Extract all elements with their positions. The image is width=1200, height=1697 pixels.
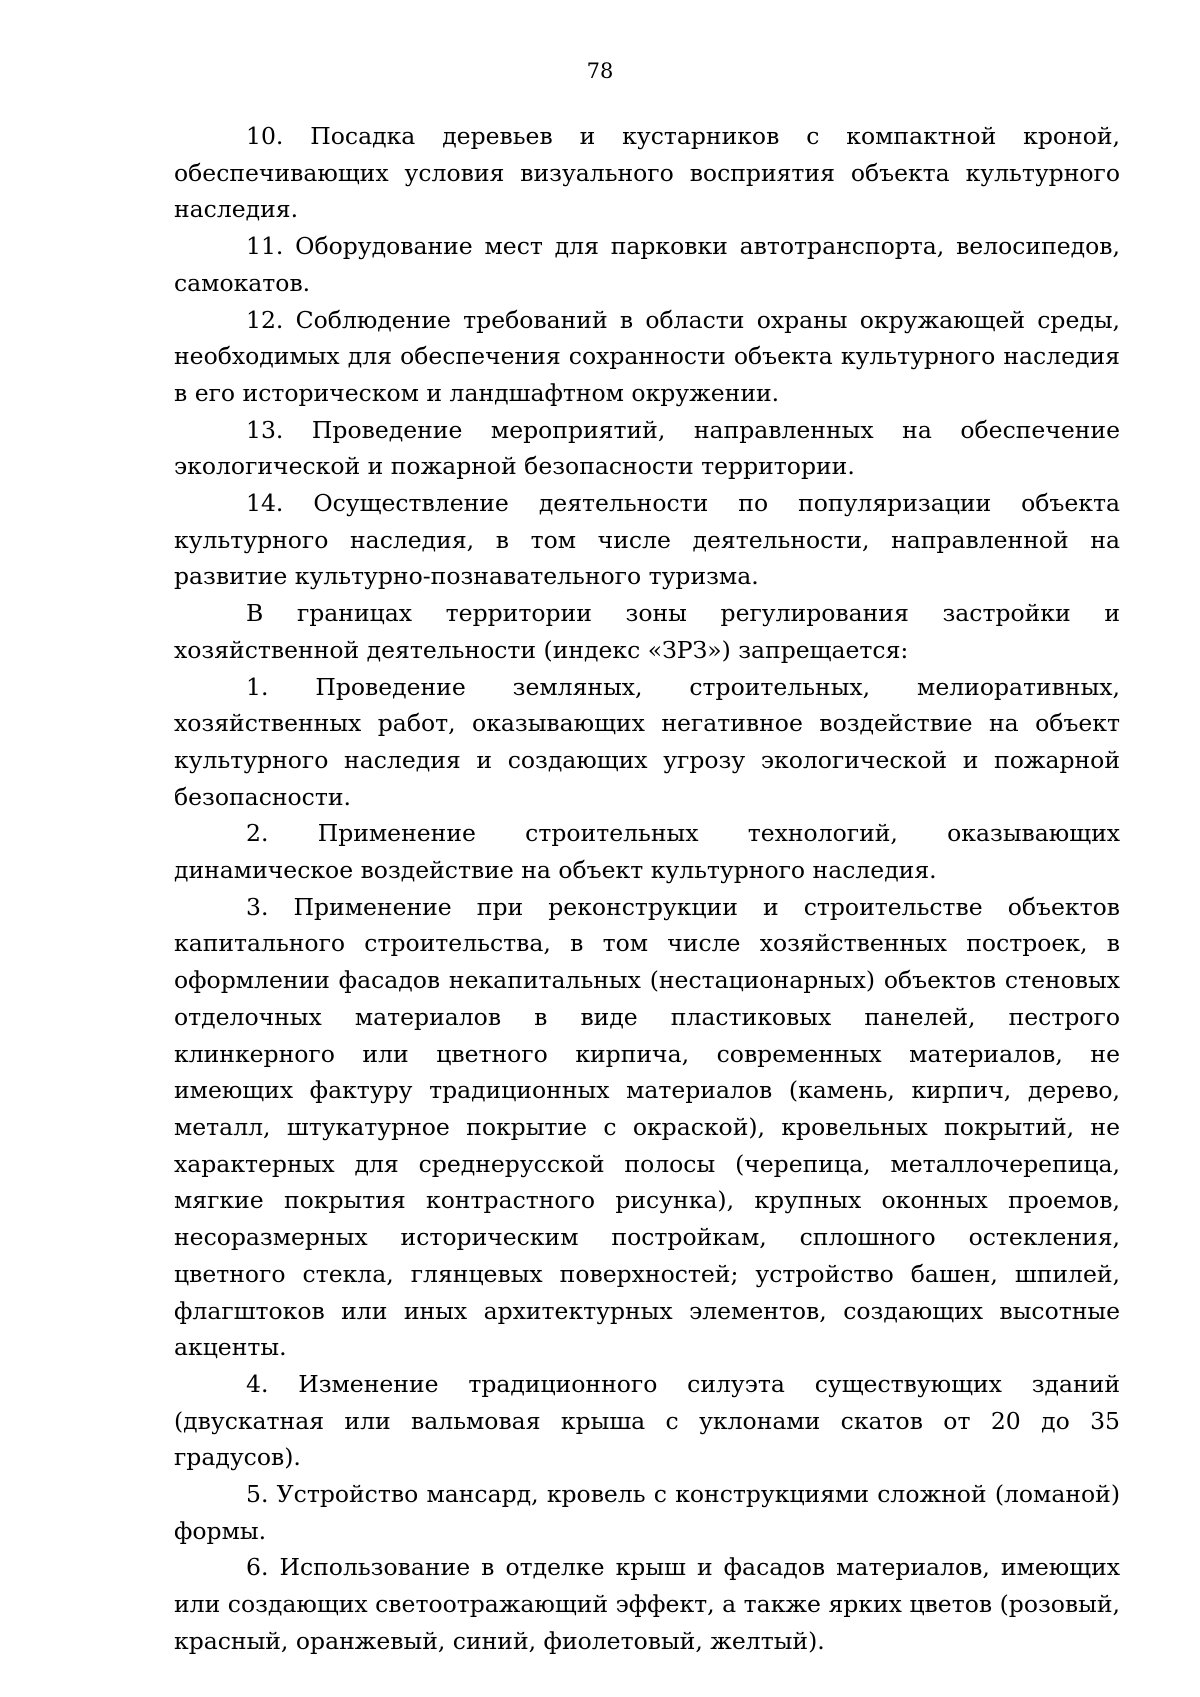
paragraph-item-13: 13. Проведение мероприятий, направленных на обеспечение экологической и пожарной безопасности территории. — [174, 415, 1120, 481]
paragraph-prohibition-6: 6. Использование в отделке крыш и фасадов материалов, имеющих или создающих светоотражающий эффект, а также ярких цветов (розовый, красный, оранжевый, синий, фиолетовый, желтый). — [174, 1553, 1120, 1655]
paragraph-item-14: 14. Осуществление деятельности по популяризации объекта культурного наследия, в том числе деятельности, направленной на развитие культурно-познавательного туризма. — [174, 489, 1120, 591]
paragraph-prohibition-4: 4. Изменение традиционного силуэта существующих зданий (двускатная или вальмовая крыша с уклонами скатов от 20 до 35 градусов). — [174, 1369, 1120, 1472]
paragraph-prohibition-3: 3. Применение при реконструкции и строительстве объектов капитального строительства, в том числе хозяйственных построек, в оформлении фасадов некапитальных (нестационарных) объектов стеновых отделочных материалов в виде пластиковых панелей, пестрого клинкерного или цветного кирпича, современных материалов, не имеющих фактуру традиционных материалов (камень, кирпич, дерево, металл, штукатурное покрытие с окраской), кровельных покрытий, не характерных для среднерусской полосы (черепица, металлочерепица, мягкие покрытия контрастного рисунка), крупных оконных проемов, несоразмерных историческим постройкам, сплошного остекления, цветного стекла, глянцевых поверхностей; устройство башен, шпилей, флагштоков или иных архитектурных элементов, создающих высотные акценты. — [174, 892, 1120, 1362]
paragraph-zrz-intro: В границах территории зоны регулирования застройки и хозяйственной деятельности (индекс «ЗРЗ») запрещается: — [174, 599, 1120, 664]
paragraph-item-12: 12. Соблюдение требований в области охраны окружающей среды, необходимых для обеспечения сохранности объекта культурного наследия в его историческом и ландшафтном окружении. — [174, 305, 1120, 407]
paragraph-item-10: 10. Посадка деревьев и кустарников с компактной кроной, обеспечивающих условия визуального восприятия объекта культурного наследия. — [174, 122, 1120, 224]
paragraph-item-11: 11. Оборудование мест для парковки автотранспорта, велосипедов, самокатов. — [174, 232, 1120, 297]
page-number: 78 — [586, 59, 614, 83]
paragraph-prohibition-1: 1. Проведение земляных, строительных, мелиоративных, хозяйственных работ, оказывающих негативное воздействие на объект культурного наследия и создающих угрозу экологической и пожарной безопасности. — [174, 672, 1120, 811]
paragraph-prohibition-5: 5. Устройство мансард, кровель с конструкциями сложной (ломаной) формы. — [174, 1480, 1120, 1545]
document-body — [174, 118, 1120, 1660]
paragraph-prohibition-2: 2. Применение строительных технологий, оказывающих динамическое воздействие на объект культурного наследия. — [174, 819, 1120, 885]
